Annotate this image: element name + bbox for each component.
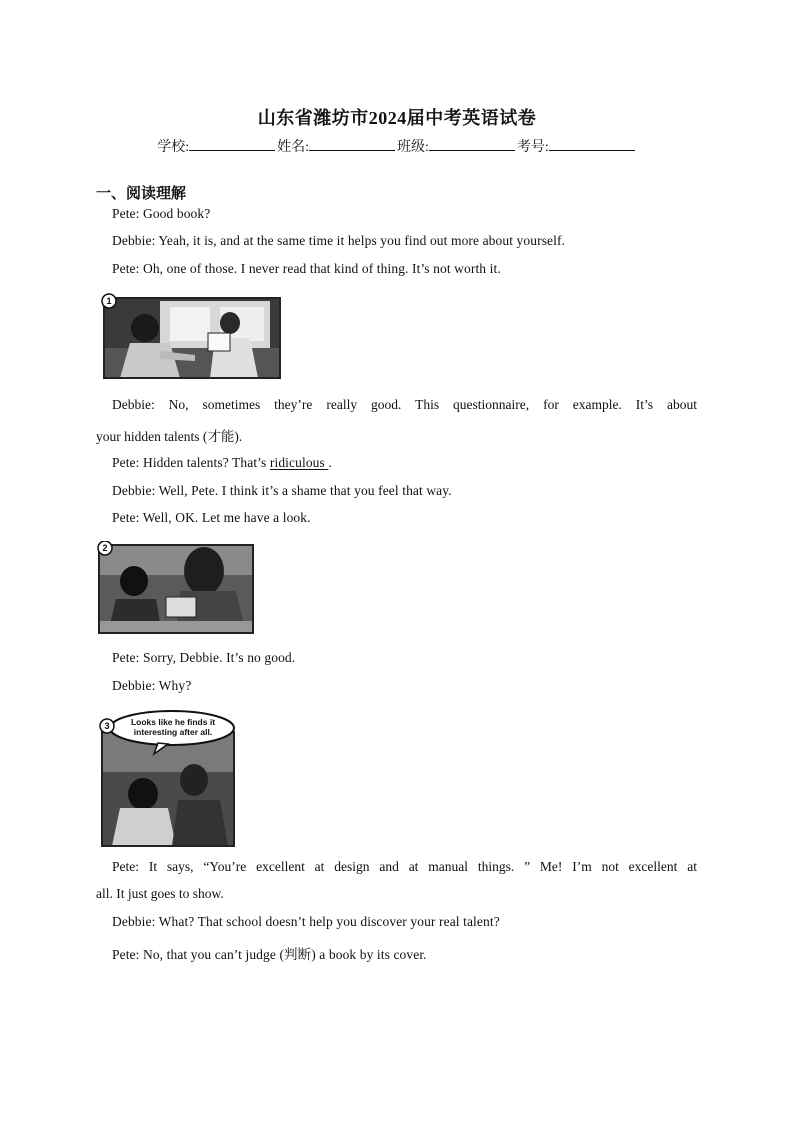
class-blank[interactable] xyxy=(429,136,515,151)
comic-panel-1 xyxy=(100,293,282,381)
dialogue-line-5-prefix: Pete: Hidden talents? That’s xyxy=(112,455,270,470)
dialogue-line-9: Debbie: Why? xyxy=(112,678,192,693)
dialogue-line-10b: all. It just goes to show. xyxy=(96,886,224,901)
name-field xyxy=(277,136,397,156)
dialogue-line-2: Debbie: Yeah, it is, and at the same time it helps you find out more about yourself. xyxy=(112,233,566,248)
dialogue-line-8: Pete: Sorry, Debbie. It’s no good. xyxy=(112,650,296,665)
dialogue-line-1: Pete: Good book? xyxy=(112,206,211,221)
dialogue-line-4b: your hidden talents (才能). xyxy=(96,429,243,444)
name-blank[interactable] xyxy=(309,136,395,151)
comic-panel-2 xyxy=(96,541,256,637)
section-heading: 一、阅读理解 xyxy=(96,184,187,202)
speech-bubble-line-1: Looks like he finds it xyxy=(130,717,216,727)
dialogue-line-6: Debbie: Well, Pete. I think it’s a shame that you feel that way. xyxy=(112,483,452,498)
dialogue-line-10a: Pete: It says, “You’re excellent at design and at manual things. ” Me! I’m not excellent at xyxy=(112,859,697,874)
dialogue-line-3: Pete: Oh, one of those. I never read that kind of thing. It’s not worth it. xyxy=(112,261,501,276)
panel-1-number: 1 xyxy=(106,296,112,306)
exam-number-blank[interactable] xyxy=(549,136,635,151)
dialogue-line-5 xyxy=(112,455,332,471)
dialogue-line-11: Debbie: What? That school doesn’t help you discover your real talent? xyxy=(112,914,500,929)
exam-number-field xyxy=(517,136,637,156)
school-blank[interactable] xyxy=(189,136,275,151)
comic-panel-3 xyxy=(98,708,240,848)
dialogue-line-5-suffix: . xyxy=(328,455,332,470)
name-label: 姓名: xyxy=(277,140,309,155)
panel-3-number: 3 xyxy=(104,721,110,731)
school-field xyxy=(157,136,277,156)
dialogue-line-4a: Debbie: No, sometimes they’re really good. This questionnaire, for example. It’s about xyxy=(112,397,697,412)
class-field xyxy=(397,136,517,156)
panel-2-number: 2 xyxy=(102,543,108,553)
speech-bubble-line-2: interesting after all. xyxy=(133,727,213,737)
dialogue-line-7: Pete: Well, OK. Let me have a look. xyxy=(112,510,311,525)
student-info-row xyxy=(0,136,794,156)
dialogue-line-12: Pete: No, that you can’t judge (判断) a book by its cover. xyxy=(112,947,427,962)
class-label: 班级: xyxy=(397,140,429,155)
school-label: 学校: xyxy=(157,140,190,155)
exam-number-label: 考号: xyxy=(516,140,549,155)
underlined-word-ridiculous: ridiculous xyxy=(269,455,329,470)
page-title: 山东省潍坊市2024届中考英语试卷 xyxy=(257,108,537,128)
